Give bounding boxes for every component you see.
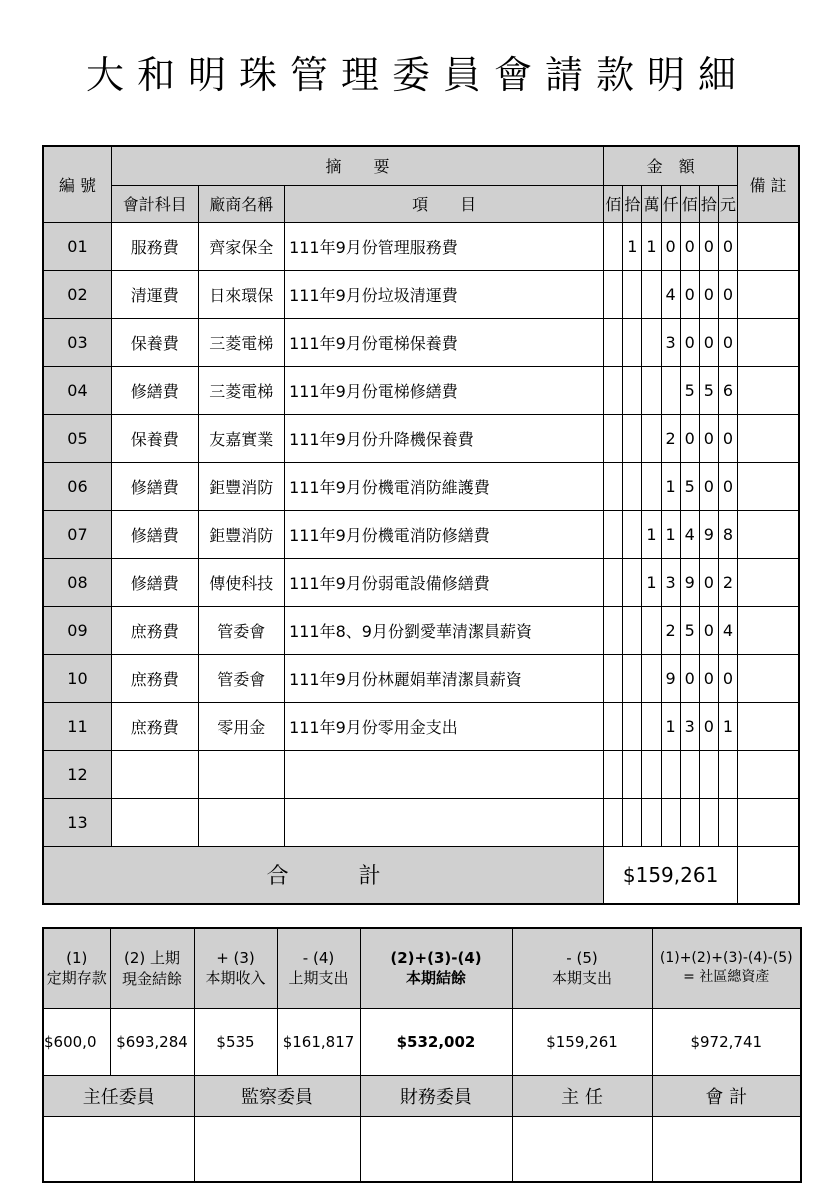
sig-box-5[interactable] xyxy=(652,1116,801,1182)
row-digit xyxy=(604,606,623,654)
row-digit: 0 xyxy=(699,270,718,318)
row-number: 01 xyxy=(43,222,111,270)
row-account: 庶務費 xyxy=(111,702,198,750)
table-row xyxy=(43,318,799,366)
row-digit: 0 xyxy=(699,702,718,750)
row-digit xyxy=(680,798,699,846)
table-row xyxy=(43,462,799,510)
sig-label-2: 監察委員 xyxy=(194,1075,360,1116)
row-digit xyxy=(604,318,623,366)
total-value: $159,261 xyxy=(604,846,738,904)
row-digit: 6 xyxy=(718,366,737,414)
row-digit xyxy=(623,414,642,462)
row-account xyxy=(111,750,198,798)
row-remark xyxy=(738,606,799,654)
row-digit: 3 xyxy=(661,558,680,606)
row-vendor: 零用金 xyxy=(198,702,285,750)
row-vendor: 三菱電梯 xyxy=(198,318,285,366)
row-digit xyxy=(623,318,642,366)
header-amount: 金 額 xyxy=(604,146,738,185)
digit-header: 拾 xyxy=(699,185,718,222)
row-digit: 0 xyxy=(699,414,718,462)
row-digit xyxy=(661,750,680,798)
sum-value-4: $161,817 xyxy=(277,1008,360,1075)
row-digit: 9 xyxy=(699,510,718,558)
row-digit xyxy=(623,606,642,654)
total-label-a: 合 xyxy=(266,864,289,890)
row-digit xyxy=(623,462,642,510)
row-item: 111年9月份電梯修繕費 xyxy=(285,366,604,414)
row-account: 服務費 xyxy=(111,222,198,270)
table-row xyxy=(43,510,799,558)
row-account: 清運費 xyxy=(111,270,198,318)
row-remark xyxy=(738,222,799,270)
sig-box-1[interactable] xyxy=(43,1116,194,1182)
row-digit: 4 xyxy=(680,510,699,558)
row-number: 06 xyxy=(43,462,111,510)
row-remark xyxy=(738,318,799,366)
page-title: 大和明珠管理委員會請款明細 xyxy=(85,53,749,97)
row-digit: 2 xyxy=(718,558,737,606)
sum-header-5: (2)+(3)-(4) 本期結餘 xyxy=(360,928,512,1008)
row-digit: 8 xyxy=(718,510,737,558)
total-label xyxy=(43,846,604,904)
row-digit xyxy=(623,702,642,750)
row-digit: 0 xyxy=(718,270,737,318)
table-row xyxy=(43,414,799,462)
row-item: 111年8、9月份劉愛華清潔員薪資 xyxy=(285,606,604,654)
row-digit: 1 xyxy=(661,510,680,558)
row-digit xyxy=(604,222,623,270)
row-remark xyxy=(738,414,799,462)
row-digit xyxy=(642,750,661,798)
row-item: 111年9月份管理服務費 xyxy=(285,222,604,270)
row-digit: 1 xyxy=(661,702,680,750)
row-digit xyxy=(604,750,623,798)
row-remark xyxy=(738,798,799,846)
row-digit: 1 xyxy=(623,222,642,270)
sig-label-5: 會 計 xyxy=(652,1075,801,1116)
row-remark xyxy=(738,462,799,510)
row-digit: 0 xyxy=(661,222,680,270)
table-row xyxy=(43,750,799,798)
row-digit: 0 xyxy=(699,222,718,270)
row-item: 111年9月份弱電設備修繕費 xyxy=(285,558,604,606)
sum-header-1: (1) 定期存款 xyxy=(43,928,110,1008)
row-vendor: 友嘉實業 xyxy=(198,414,285,462)
row-digit xyxy=(642,270,661,318)
table-row xyxy=(43,798,799,846)
row-digit: 3 xyxy=(680,702,699,750)
row-digit xyxy=(623,510,642,558)
row-digit xyxy=(642,654,661,702)
row-digit xyxy=(699,750,718,798)
digit-header: 拾 xyxy=(623,185,642,222)
row-digit xyxy=(642,606,661,654)
row-digit xyxy=(604,702,623,750)
row-digit: 5 xyxy=(680,462,699,510)
row-digit xyxy=(604,798,623,846)
row-digit: 0 xyxy=(699,654,718,702)
summary-table xyxy=(42,927,802,1183)
row-account: 保養費 xyxy=(111,318,198,366)
row-vendor: 齊家保全 xyxy=(198,222,285,270)
table-row xyxy=(43,366,799,414)
sum-header-7: (1)+(2)+(3)-(4)-(5) = 社區總資產 xyxy=(652,928,801,1008)
row-vendor xyxy=(198,798,285,846)
row-digit xyxy=(680,750,699,798)
row-item: 111年9月份升降機保養費 xyxy=(285,414,604,462)
row-item: 111年9月份機電消防修繕費 xyxy=(285,510,604,558)
sum-value-2: $693,284 xyxy=(110,1008,194,1075)
row-vendor: 傳使科技 xyxy=(198,558,285,606)
row-digit: 1 xyxy=(642,510,661,558)
row-number: 08 xyxy=(43,558,111,606)
row-digit: 0 xyxy=(680,270,699,318)
row-item: 111年9月份林麗娟華清潔員薪資 xyxy=(285,654,604,702)
row-digit: 0 xyxy=(680,222,699,270)
row-digit xyxy=(623,366,642,414)
row-vendor: 鉅豐消防 xyxy=(198,510,285,558)
digit-header: 萬 xyxy=(642,185,661,222)
row-account: 修繕費 xyxy=(111,462,198,510)
row-digit: 2 xyxy=(661,606,680,654)
row-digit xyxy=(642,702,661,750)
row-digit xyxy=(604,558,623,606)
row-digit: 1 xyxy=(642,222,661,270)
row-digit: 1 xyxy=(661,462,680,510)
table-row xyxy=(43,558,799,606)
row-account: 修繕費 xyxy=(111,558,198,606)
row-vendor: 鉅豐消防 xyxy=(198,462,285,510)
sum-header-2: (2) 上期 現金結餘 xyxy=(110,928,194,1008)
row-digit xyxy=(661,366,680,414)
digit-header: 佰 xyxy=(680,185,699,222)
table-row xyxy=(43,702,799,750)
row-digit xyxy=(604,270,623,318)
row-digit: 5 xyxy=(680,606,699,654)
row-digit xyxy=(623,798,642,846)
row-item: 111年9月份零用金支出 xyxy=(285,702,604,750)
row-digit: 3 xyxy=(661,318,680,366)
row-digit xyxy=(642,318,661,366)
row-digit: 4 xyxy=(718,606,737,654)
table-row xyxy=(43,222,799,270)
row-account: 庶務費 xyxy=(111,654,198,702)
sig-label-4: 主 任 xyxy=(512,1075,652,1116)
total-remark xyxy=(738,846,799,904)
row-digit xyxy=(642,462,661,510)
row-digit xyxy=(623,750,642,798)
row-digit xyxy=(623,558,642,606)
row-digit xyxy=(623,270,642,318)
row-digit: 0 xyxy=(718,222,737,270)
expense-table xyxy=(42,145,800,905)
row-digit: 4 xyxy=(661,270,680,318)
row-digit xyxy=(718,750,737,798)
row-account: 保養費 xyxy=(111,414,198,462)
row-remark xyxy=(738,510,799,558)
row-digit: 0 xyxy=(718,462,737,510)
row-remark xyxy=(738,750,799,798)
row-digit xyxy=(642,798,661,846)
row-vendor: 三菱電梯 xyxy=(198,366,285,414)
header-remark: 備 註 xyxy=(738,146,799,222)
row-digit: 0 xyxy=(680,654,699,702)
row-digit xyxy=(604,414,623,462)
row-digit: 0 xyxy=(718,414,737,462)
row-digit: 0 xyxy=(699,606,718,654)
row-digit xyxy=(642,366,661,414)
row-digit: 0 xyxy=(718,318,737,366)
row-digit xyxy=(661,798,680,846)
row-vendor xyxy=(198,750,285,798)
row-vendor: 管委會 xyxy=(198,606,285,654)
row-digit: 0 xyxy=(699,462,718,510)
row-account: 修繕費 xyxy=(111,366,198,414)
digit-header: 仟 xyxy=(661,185,680,222)
row-number: 13 xyxy=(43,798,111,846)
row-digit: 5 xyxy=(680,366,699,414)
row-digit: 1 xyxy=(718,702,737,750)
row-number: 09 xyxy=(43,606,111,654)
digit-header: 元 xyxy=(718,185,737,222)
total-label-b: 計 xyxy=(358,864,381,890)
header-no: 編 號 xyxy=(43,146,111,222)
sig-label-3: 財務委員 xyxy=(360,1075,512,1116)
row-number: 07 xyxy=(43,510,111,558)
sig-label-1: 主任委員 xyxy=(43,1075,194,1116)
row-number: 04 xyxy=(43,366,111,414)
row-remark xyxy=(738,558,799,606)
row-item xyxy=(285,798,604,846)
sum-value-5: $532,002 xyxy=(360,1008,512,1075)
row-digit xyxy=(699,798,718,846)
table-row xyxy=(43,606,799,654)
row-number: 05 xyxy=(43,414,111,462)
header-summary: 摘 要 xyxy=(111,146,603,185)
row-account: 庶務費 xyxy=(111,606,198,654)
row-digit xyxy=(604,510,623,558)
sig-box-3[interactable] xyxy=(360,1116,512,1182)
row-digit xyxy=(718,798,737,846)
row-digit xyxy=(623,654,642,702)
row-digit: 2 xyxy=(661,414,680,462)
row-digit: 0 xyxy=(718,654,737,702)
sum-value-7: $972,741 xyxy=(652,1008,801,1075)
table-row xyxy=(43,270,799,318)
row-item xyxy=(285,750,604,798)
row-digit xyxy=(604,462,623,510)
row-digit: 0 xyxy=(680,414,699,462)
row-digit xyxy=(642,414,661,462)
sum-value-3: $535 xyxy=(194,1008,277,1075)
row-number: 02 xyxy=(43,270,111,318)
row-digit: 0 xyxy=(699,318,718,366)
row-number: 10 xyxy=(43,654,111,702)
row-number: 12 xyxy=(43,750,111,798)
sig-box-4[interactable] xyxy=(512,1116,652,1182)
sig-box-2[interactable] xyxy=(194,1116,360,1182)
digit-header: 佰 xyxy=(604,185,623,222)
table-row xyxy=(43,654,799,702)
row-remark xyxy=(738,702,799,750)
row-digit: 5 xyxy=(699,366,718,414)
sum-header-4: - (4) 上期支出 xyxy=(277,928,360,1008)
row-digit: 9 xyxy=(680,558,699,606)
row-digit xyxy=(604,366,623,414)
row-item: 111年9月份垃圾清運費 xyxy=(285,270,604,318)
row-digit: 0 xyxy=(699,558,718,606)
row-vendor: 日來環保 xyxy=(198,270,285,318)
header-account: 會計科目 xyxy=(111,185,198,222)
row-digit: 9 xyxy=(661,654,680,702)
row-vendor: 管委會 xyxy=(198,654,285,702)
sum-value-6: $159,261 xyxy=(512,1008,652,1075)
row-number: 03 xyxy=(43,318,111,366)
row-remark xyxy=(738,270,799,318)
row-digit xyxy=(604,654,623,702)
row-remark xyxy=(738,654,799,702)
row-account: 修繕費 xyxy=(111,510,198,558)
sum-header-6: - (5) 本期支出 xyxy=(512,928,652,1008)
row-number: 11 xyxy=(43,702,111,750)
row-item: 111年9月份機電消防維護費 xyxy=(285,462,604,510)
sum-header-3: + (3) 本期收入 xyxy=(194,928,277,1008)
row-digit: 1 xyxy=(642,558,661,606)
row-account xyxy=(111,798,198,846)
row-digit: 0 xyxy=(680,318,699,366)
row-remark xyxy=(738,366,799,414)
header-vendor: 廠商名稱 xyxy=(198,185,285,222)
header-item: 項 目 xyxy=(285,185,604,222)
row-item: 111年9月份電梯保養費 xyxy=(285,318,604,366)
sum-value-1: $600,0 xyxy=(43,1008,110,1075)
